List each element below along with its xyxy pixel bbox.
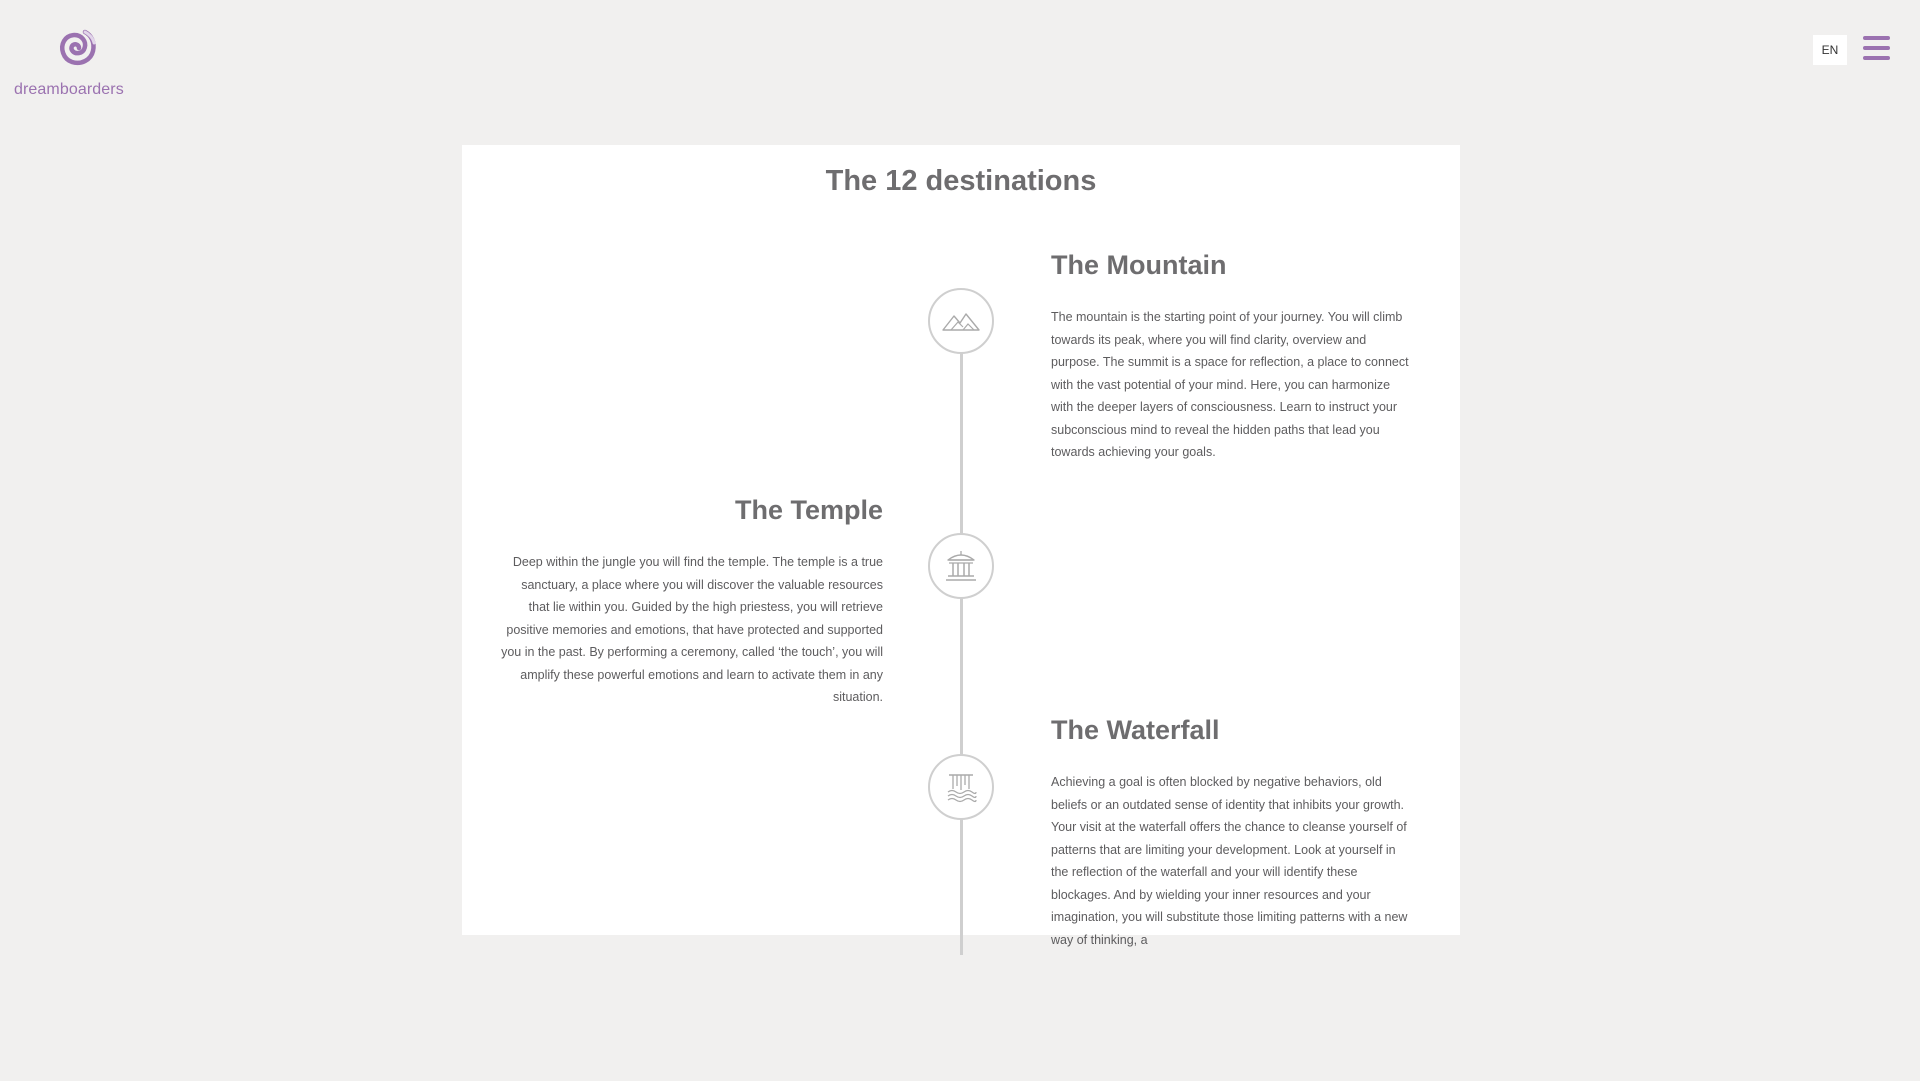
destination-title: The Temple	[734, 495, 883, 525]
timeline-node-temple	[928, 533, 994, 599]
page-title: The 12 destinations	[825, 165, 1097, 197]
menu-bar	[1863, 36, 1890, 40]
destination-description: The mountain is the starting point of your journey. You will climb towards its peak, where you will find clarity, overview and purpose. The summit is a space for reflection, a place to connect with the vast potential of your mind. Here, you can harmonize with the deeper layers of consciousness. Learn to instruct your subconscious mind to reveal the hidden paths that lead you towards achieving your goals.	[1051, 310, 1409, 459]
hamburger-menu-icon[interactable]	[1862, 36, 1892, 64]
language-selector[interactable]: EN	[1813, 35, 1847, 65]
menu-bar	[1863, 46, 1890, 50]
spiral-logo-icon	[49, 26, 101, 72]
brand-name: dreamboarders	[14, 81, 124, 98]
temple-icon	[945, 549, 977, 583]
timeline-line	[960, 315, 963, 955]
timeline-node-waterfall	[928, 754, 994, 820]
destinations-card	[462, 145, 1460, 947]
mountain-icon	[941, 309, 981, 333]
destination-description: Deep within the jungle you will find the temple. The temple is a true sanctuary, a place where you will discover the valuable resources that lie within you. Guided by the high priestess, you will retrieve positive memories and emotions, that have protected and supported you in the past. By performing a ceremony, called ‘the touch’, you will amplify these powerful emotions and learn to activate them in any situation.	[501, 555, 883, 704]
destination-title: The Waterfall	[1051, 715, 1220, 745]
waterfall-icon	[946, 772, 976, 802]
destination-title: The Mountain	[1051, 250, 1227, 280]
destination-description: Achieving a goal is often blocked by negative behaviors, old beliefs or an outdated sense of identity that inhibits your growth. Your visit at the waterfall offers the chance to cleanse yourself of patterns that are limiting your development. Look at yourself in the reflection of the waterfall and your will identify these blockages. And by wielding your inner resources and your imagination, you will substitute those limiting patterns with a new way of thinking, a	[1051, 775, 1408, 947]
menu-bar	[1863, 56, 1890, 60]
timeline-node-mountain	[928, 288, 994, 354]
